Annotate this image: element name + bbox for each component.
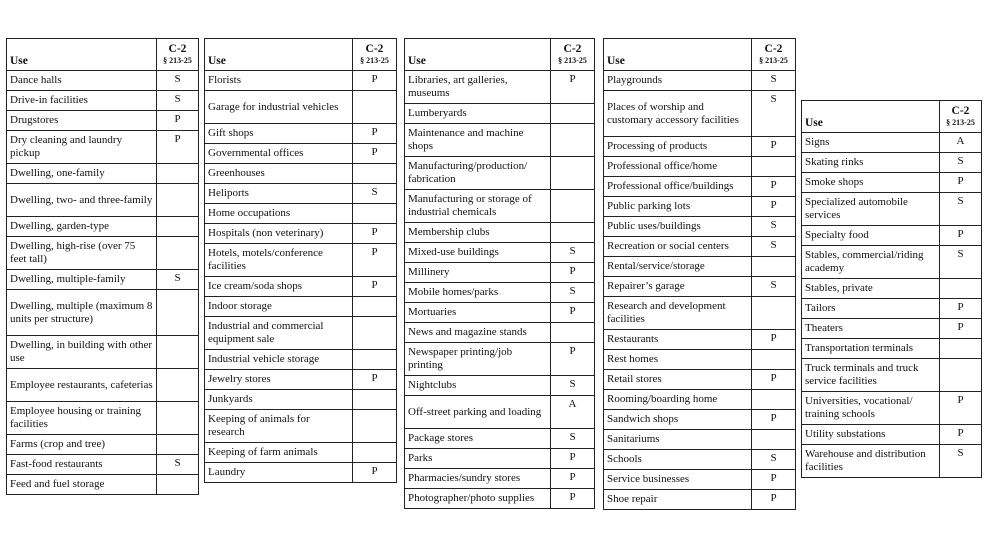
table-row — [205, 144, 397, 164]
permission-cell: P — [752, 470, 796, 490]
permission-cell: S — [157, 71, 199, 91]
table-row — [205, 224, 397, 244]
table-row — [604, 237, 796, 257]
permission-cell: P — [940, 226, 982, 246]
use-cell: Hospitals (non veterinary) — [205, 224, 353, 244]
permission-cell: S — [353, 184, 397, 204]
permission-cell — [752, 257, 796, 277]
table-body — [205, 71, 397, 483]
table-row — [205, 244, 397, 277]
permission-cell — [940, 279, 982, 299]
use-cell: Maintenance and machine shops — [405, 124, 551, 157]
use-cell: Dwelling, garden-type — [7, 217, 157, 237]
section-ref: § 213-25 — [558, 56, 587, 65]
table-row — [205, 71, 397, 91]
table-row — [205, 164, 397, 184]
use-cell: Universities, vocational/ training schools — [802, 392, 940, 425]
permission-cell: P — [157, 131, 199, 164]
table-row — [7, 131, 199, 164]
table-row — [604, 470, 796, 490]
permission-cell: S — [752, 237, 796, 257]
permission-cell — [551, 104, 595, 124]
use-cell: Repairer’s garage — [604, 277, 752, 297]
table-row — [205, 204, 397, 224]
use-cell: Pharmacies/sundry stores — [405, 469, 551, 489]
use-cell: Places of worship and customary accessory facilities — [604, 91, 752, 137]
use-cell: Farms (crop and tree) — [7, 435, 157, 455]
permission-cell — [353, 91, 397, 124]
use-cell: Dwelling, high-rise (over 75 feet tall) — [7, 237, 157, 270]
use-header: Use — [405, 39, 551, 71]
permission-cell: P — [551, 343, 595, 376]
table-row — [604, 490, 796, 510]
permission-cell: A — [551, 396, 595, 429]
permission-cell — [752, 350, 796, 370]
permission-cell: P — [551, 469, 595, 489]
permission-cell — [353, 164, 397, 184]
use-header: Use — [7, 39, 157, 71]
permission-cell: S — [551, 243, 595, 263]
permission-cell — [551, 223, 595, 243]
permission-cell: P — [353, 277, 397, 297]
use-cell: Drive-in facilities — [7, 91, 157, 111]
table-row — [205, 370, 397, 390]
use-cell: Dance halls — [7, 71, 157, 91]
use-cell: Public parking lots — [604, 197, 752, 217]
use-cell: Rooming/boarding home — [604, 390, 752, 410]
table-row — [802, 299, 982, 319]
use-cell: Dwelling, multiple (maximum 8 units per structure) — [7, 290, 157, 336]
use-cell: Newspaper printing/job printing — [405, 343, 551, 376]
permission-cell: P — [752, 137, 796, 157]
permission-cell: P — [353, 144, 397, 164]
use-cell: Fast-food restaurants — [7, 455, 157, 475]
use-cell: Schools — [604, 450, 752, 470]
table-row — [405, 376, 595, 396]
table-row — [405, 343, 595, 376]
table-row — [604, 370, 796, 390]
permission-cell: P — [551, 449, 595, 469]
permission-cell: P — [551, 263, 595, 283]
permission-cell — [752, 390, 796, 410]
table-row — [604, 157, 796, 177]
use-cell: Theaters — [802, 319, 940, 339]
use-cell: Ice cream/soda shops — [205, 277, 353, 297]
use-cell: Stables, commercial/riding academy — [802, 246, 940, 279]
table-row — [205, 91, 397, 124]
use-cell: Retail stores — [604, 370, 752, 390]
permission-cell: S — [157, 91, 199, 111]
table-row — [604, 450, 796, 470]
table-row — [7, 270, 199, 290]
table-body — [604, 71, 796, 510]
table-row — [802, 246, 982, 279]
table-row — [802, 359, 982, 392]
use-cell: Gift shops — [205, 124, 353, 144]
permission-cell — [353, 350, 397, 370]
table-row — [604, 277, 796, 297]
district-code: C-2 — [168, 43, 187, 55]
use-table-3 — [404, 38, 595, 509]
table-row — [405, 303, 595, 323]
use-cell: Dry cleaning and laundry pickup — [7, 131, 157, 164]
use-cell: Keeping of farm animals — [205, 443, 353, 463]
permission-cell — [157, 336, 199, 369]
table-row — [7, 369, 199, 402]
use-cell: Service businesses — [604, 470, 752, 490]
use-cell: Manufacturing/production/ fabrication — [405, 157, 551, 190]
use-cell: Sandwich shops — [604, 410, 752, 430]
permission-cell — [353, 204, 397, 224]
use-cell: Package stores — [405, 429, 551, 449]
table-row — [604, 430, 796, 450]
permission-cell: P — [551, 303, 595, 323]
use-cell: Hotels, motels/conference facilities — [205, 244, 353, 277]
district-code: C-2 — [563, 43, 582, 55]
table-row — [604, 197, 796, 217]
use-header: Use — [604, 39, 752, 71]
permission-cell — [353, 317, 397, 350]
table-row — [802, 173, 982, 193]
use-cell: News and magazine stands — [405, 323, 551, 343]
permission-cell — [752, 157, 796, 177]
permission-cell: P — [551, 489, 595, 509]
use-cell: Shoe repair — [604, 490, 752, 510]
use-cell: Florists — [205, 71, 353, 91]
use-cell: Transportation terminals — [802, 339, 940, 359]
table-row — [205, 390, 397, 410]
use-cell: Signs — [802, 133, 940, 153]
table-row — [604, 177, 796, 197]
table-row — [205, 297, 397, 317]
permission-cell: S — [940, 193, 982, 226]
permission-cell — [157, 217, 199, 237]
permission-cell — [940, 359, 982, 392]
use-header: Use — [802, 101, 940, 133]
use-cell: Drugstores — [7, 111, 157, 131]
use-cell: Dwelling, in building with other use — [7, 336, 157, 369]
district-code: C-2 — [764, 43, 783, 55]
table-row — [405, 469, 595, 489]
permission-cell: P — [940, 319, 982, 339]
use-cell: Keeping of animals for research — [205, 410, 353, 443]
use-cell: Rental/service/storage — [604, 257, 752, 277]
permission-cell: S — [157, 455, 199, 475]
use-cell: Employee restaurants, cafeterias — [7, 369, 157, 402]
table-row — [604, 350, 796, 370]
permission-cell — [157, 290, 199, 336]
permission-cell: P — [752, 330, 796, 350]
permission-cell: P — [752, 177, 796, 197]
use-cell: Governmental offices — [205, 144, 353, 164]
table-row — [802, 445, 982, 478]
district-header — [940, 101, 982, 133]
table-row — [205, 410, 397, 443]
permission-cell: P — [353, 244, 397, 277]
permission-cell: P — [940, 173, 982, 193]
district-header — [752, 39, 796, 71]
permission-cell: P — [551, 71, 595, 104]
table-row — [7, 435, 199, 455]
use-cell: Mobile homes/parks — [405, 283, 551, 303]
district-header — [551, 39, 595, 71]
permission-cell: S — [940, 246, 982, 279]
table-row — [7, 290, 199, 336]
table-row — [604, 410, 796, 430]
permission-cell: P — [940, 425, 982, 445]
permission-cell: P — [157, 111, 199, 131]
permission-cell: A — [940, 133, 982, 153]
table-row — [205, 350, 397, 370]
use-cell: Off-street parking and loading — [405, 396, 551, 429]
use-cell: Sanitariums — [604, 430, 752, 450]
table-row — [405, 396, 595, 429]
permission-cell: P — [752, 490, 796, 510]
use-cell: Home occupations — [205, 204, 353, 224]
permission-cell: P — [752, 197, 796, 217]
use-cell: Membership clubs — [405, 223, 551, 243]
permission-cell: S — [157, 270, 199, 290]
table-row — [205, 124, 397, 144]
table-row — [604, 217, 796, 237]
use-cell: Public uses/buildings — [604, 217, 752, 237]
district-code: C-2 — [365, 43, 384, 55]
use-cell: Stables, private — [802, 279, 940, 299]
table-row — [205, 443, 397, 463]
permission-cell — [157, 402, 199, 435]
table-row — [7, 217, 199, 237]
use-table-4 — [603, 38, 796, 510]
use-cell: Professional office/buildings — [604, 177, 752, 197]
table-row — [802, 279, 982, 299]
use-cell: Processing of products — [604, 137, 752, 157]
use-cell: Parks — [405, 449, 551, 469]
permission-cell: S — [752, 450, 796, 470]
use-cell: Garage for industrial vehicles — [205, 91, 353, 124]
permission-cell: S — [551, 376, 595, 396]
district-header — [353, 39, 397, 71]
table-row — [405, 283, 595, 303]
use-cell: Manufacturing or storage of industrial chemicals — [405, 190, 551, 223]
table-row — [604, 71, 796, 91]
use-cell: Libraries, art galleries, museums — [405, 71, 551, 104]
table-row — [802, 425, 982, 445]
table-row — [7, 475, 199, 495]
table-row — [7, 164, 199, 184]
permission-cell — [353, 390, 397, 410]
table-row — [7, 71, 199, 91]
table-row — [405, 449, 595, 469]
table-row — [405, 489, 595, 509]
permission-cell — [157, 164, 199, 184]
permission-cell — [157, 237, 199, 270]
permission-cell: P — [940, 299, 982, 319]
table-row — [802, 193, 982, 226]
use-cell: Lumberyards — [405, 104, 551, 124]
use-cell: Restaurants — [604, 330, 752, 350]
permission-cell: P — [752, 410, 796, 430]
table-row — [205, 463, 397, 483]
table-body — [405, 71, 595, 509]
permission-cell: S — [752, 277, 796, 297]
table-row — [604, 91, 796, 137]
permission-cell — [752, 297, 796, 330]
permission-cell — [551, 190, 595, 223]
use-cell: Photographer/photo supplies — [405, 489, 551, 509]
use-cell: Jewelry stores — [205, 370, 353, 390]
use-cell: Smoke shops — [802, 173, 940, 193]
use-cell: Research and development facilities — [604, 297, 752, 330]
table-row — [405, 243, 595, 263]
table-row — [802, 392, 982, 425]
table-row — [802, 319, 982, 339]
permission-cell — [353, 297, 397, 317]
permission-cell: S — [752, 217, 796, 237]
use-cell: Laundry — [205, 463, 353, 483]
table-row — [405, 71, 595, 104]
permission-cell: P — [752, 370, 796, 390]
use-cell: Utility substations — [802, 425, 940, 445]
permission-cell: P — [353, 463, 397, 483]
table-row — [7, 402, 199, 435]
use-cell: Industrial vehicle storage — [205, 350, 353, 370]
table-row — [205, 184, 397, 204]
permission-cell: S — [752, 91, 796, 137]
table-row — [7, 91, 199, 111]
use-header: Use — [205, 39, 353, 71]
permission-cell: P — [940, 392, 982, 425]
table-row — [205, 317, 397, 350]
permission-cell — [551, 157, 595, 190]
use-cell: Specialty food — [802, 226, 940, 246]
permission-cell — [551, 124, 595, 157]
use-cell: Warehouse and distribution facilities — [802, 445, 940, 478]
table-body — [7, 71, 199, 495]
permission-cell: P — [353, 370, 397, 390]
table-row — [405, 124, 595, 157]
table-row — [802, 339, 982, 359]
permission-cell — [157, 369, 199, 402]
table-row — [604, 390, 796, 410]
section-ref: § 213-25 — [946, 118, 975, 127]
table-body — [802, 133, 982, 478]
use-cell: Tailors — [802, 299, 940, 319]
table-row — [405, 223, 595, 243]
use-cell: Mortuaries — [405, 303, 551, 323]
use-cell: Nightclubs — [405, 376, 551, 396]
use-cell: Indoor storage — [205, 297, 353, 317]
use-cell: Skating rinks — [802, 153, 940, 173]
permission-cell — [551, 323, 595, 343]
use-cell: Greenhouses — [205, 164, 353, 184]
use-cell: Truck terminals and truck service facilities — [802, 359, 940, 392]
use-cell: Playgrounds — [604, 71, 752, 91]
table-row — [405, 190, 595, 223]
table-row — [405, 263, 595, 283]
permission-cell — [157, 475, 199, 495]
permission-cell — [157, 184, 199, 217]
use-cell: Specialized automobile services — [802, 193, 940, 226]
permission-cell: P — [353, 224, 397, 244]
table-row — [7, 237, 199, 270]
permission-cell: S — [940, 153, 982, 173]
use-cell: Professional office/home — [604, 157, 752, 177]
permission-cell: S — [940, 445, 982, 478]
permission-cell: P — [353, 124, 397, 144]
use-table-1 — [6, 38, 199, 495]
table-row — [405, 157, 595, 190]
permission-cell: S — [752, 71, 796, 91]
use-table-2 — [204, 38, 397, 483]
table-row — [7, 336, 199, 369]
use-cell: Dwelling, two- and three-family — [7, 184, 157, 217]
table-row — [604, 137, 796, 157]
table-row — [802, 133, 982, 153]
permission-cell — [157, 435, 199, 455]
table-row — [405, 429, 595, 449]
permission-cell — [940, 339, 982, 359]
table-row — [405, 104, 595, 124]
use-cell: Rest homes — [604, 350, 752, 370]
use-cell: Dwelling, one-family — [7, 164, 157, 184]
permission-cell: S — [551, 429, 595, 449]
permission-cell — [752, 430, 796, 450]
use-cell: Industrial and commercial equipment sale — [205, 317, 353, 350]
district-code: C-2 — [951, 105, 970, 117]
use-cell: Junkyards — [205, 390, 353, 410]
permission-cell: P — [353, 71, 397, 91]
use-cell: Feed and fuel storage — [7, 475, 157, 495]
use-cell: Mixed-use buildings — [405, 243, 551, 263]
use-cell: Heliports — [205, 184, 353, 204]
use-cell: Employee housing or training facilities — [7, 402, 157, 435]
table-row — [604, 257, 796, 277]
use-cell: Dwelling, multiple-family — [7, 270, 157, 290]
permission-cell — [353, 410, 397, 443]
table-row — [802, 226, 982, 246]
section-ref: § 213-25 — [360, 56, 389, 65]
table-row — [405, 323, 595, 343]
section-ref: § 213-25 — [163, 56, 192, 65]
use-cell: Millinery — [405, 263, 551, 283]
table-row — [7, 455, 199, 475]
table-row — [205, 277, 397, 297]
use-cell: Recreation or social centers — [604, 237, 752, 257]
section-ref: § 213-25 — [759, 56, 788, 65]
use-table-5 — [801, 100, 982, 478]
permission-cell — [353, 443, 397, 463]
table-row — [802, 153, 982, 173]
permission-cell: S — [551, 283, 595, 303]
table-row — [604, 330, 796, 350]
table-row — [7, 184, 199, 217]
table-row — [604, 297, 796, 330]
district-header — [157, 39, 199, 71]
table-row — [7, 111, 199, 131]
